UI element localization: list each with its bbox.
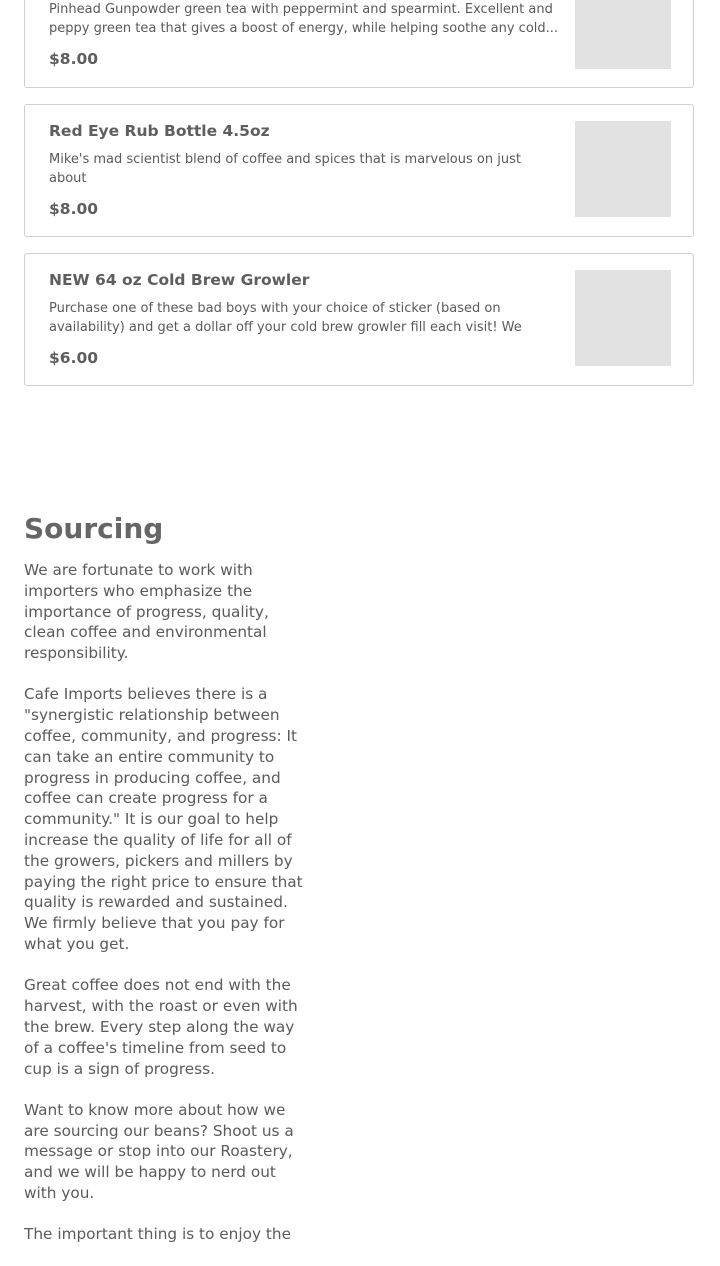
product-image[interactable] bbox=[575, 270, 671, 366]
product-description bbox=[49, 150, 559, 188]
product-card[interactable] bbox=[24, 104, 694, 237]
sourcing-paragraph: Great coffee does not end with the harvest, with the roast or even with the brew. Every step along the way of a coffee's timeline from seed to cup is a sign of progress. bbox=[24, 976, 298, 1078]
product-description bbox=[49, 299, 559, 337]
product-description-line: Mike's mad scientist blend of coffee and spices that is marvelous on just about bbox=[49, 152, 521, 186]
product-price: $8.00 bbox=[49, 200, 99, 218]
product-description-line: Purchase one of these bad boys with your choice of sticker (based on bbox=[49, 301, 501, 316]
product-image[interactable] bbox=[575, 121, 671, 217]
product-card[interactable] bbox=[24, 0, 694, 88]
sourcing-paragraph: Want to know more about how we are sourcing our beans? Shoot us a message or stop into our Roastery, and we will be happy to nerd out with you. bbox=[24, 1100, 294, 1203]
product-name: Red Eye Rub Bottle 4.5oz bbox=[49, 122, 270, 140]
section-heading: Sourcing bbox=[24, 512, 164, 545]
product-price: $8.00 bbox=[49, 50, 99, 68]
product-description bbox=[49, 0, 559, 38]
product-description-line: peppy green tea that gives a boost of energy, while helping soothe any cold... bbox=[49, 21, 559, 36]
product-description-line: Pinhead Gunpowder green tea with peppermint and spearmint. Excellent and bbox=[49, 2, 553, 17]
sourcing-paragraph: We are fortunate to work with importers who emphasize the importance of progress, quality, clean coffee and environmental responsibility. bbox=[24, 561, 269, 663]
sourcing-paragraph: The important thing is to enjoy the bbox=[24, 1225, 291, 1244]
product-name: NEW 64 oz Cold Brew Growler bbox=[49, 271, 310, 289]
sourcing-section bbox=[24, 505, 304, 1266]
product-description-line: availability) and get a dollar off your cold brew growler fill each visit! We bbox=[49, 320, 522, 335]
product-price: $6.00 bbox=[49, 349, 99, 367]
product-card[interactable] bbox=[24, 253, 694, 386]
product-image[interactable] bbox=[575, 0, 671, 69]
sourcing-paragraph: Cafe Imports believes there is a "synergistic relationship between coffee, community, and progress: It can take an entire community to progress in producing coffee, and coffee can create progress for a community." It is our goal to help increase the quality of life for all of the growers, pickers and millers by paying the right price to ensure that quality is rewarded and sustained. We firmly believe that you pay for what you get. bbox=[24, 685, 303, 954]
